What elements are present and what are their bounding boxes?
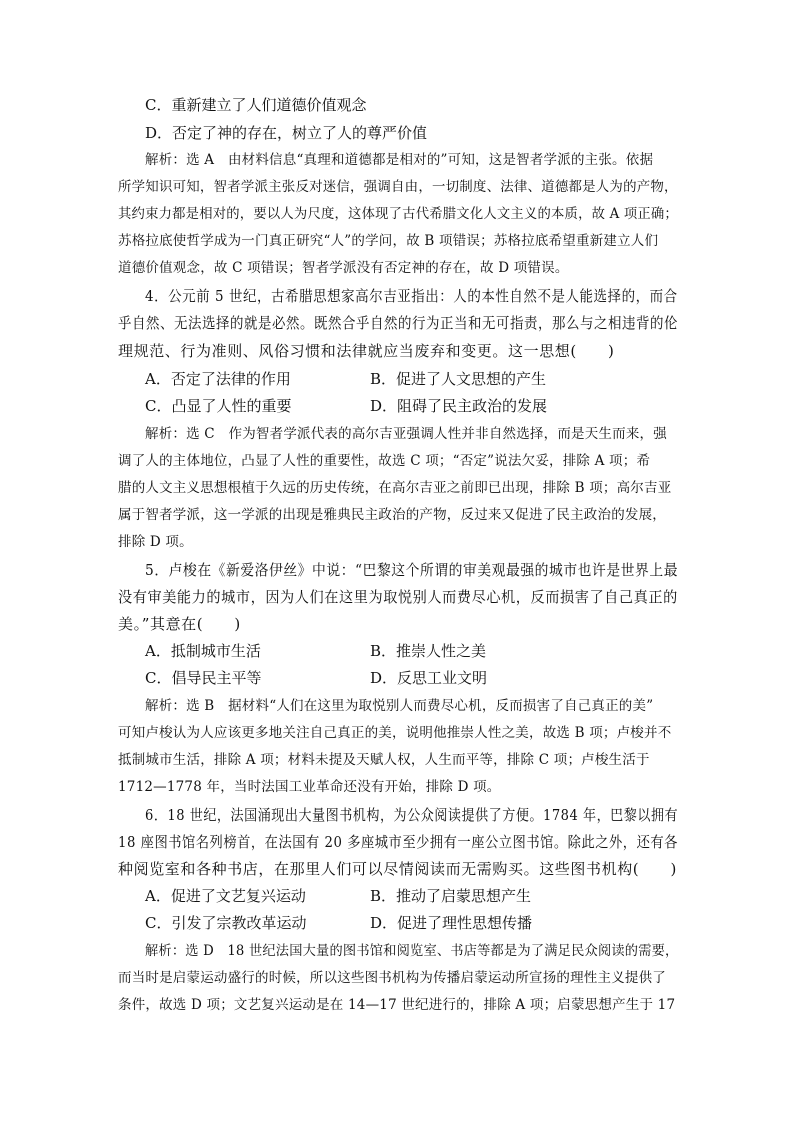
q4-stem-line-3: 理规范、行为准则、风俗习惯和法律就应当废弃和变更。这一思想( ) (118, 342, 615, 360)
q5-analysis-line-1: 解析：选 B 据材料“人们在这里为取悦别人而费尽心机，反而损害了自己真正的美” (145, 698, 654, 714)
q5-analysis-line-4: 1712—1778 年，当时法国工业革命还没有开始，排除 D 项。 (118, 779, 501, 795)
q5-option-c: C．倡导民主平等 (145, 669, 262, 687)
q4-option-c: C．凸显了人性的重要 (145, 397, 292, 415)
q3-analysis-line-4: 苏格拉底使哲学成为一门真正研究“人”的学问，故 B 项错误；苏格拉底希望重新建立人们 (118, 233, 659, 249)
q6-option-a: A．促进了文艺复兴运动 (145, 887, 306, 905)
q4-analysis-line-4: 属于智者学派，这一学派的出现是雅典民主政治的产物，反过来又促进了民主政治的发展， (118, 507, 666, 523)
q6-stem-line-3: 种阅览室和各种书店，在那里人们可以尽情阅读而无需购买。这些图书机构( ) (118, 860, 677, 878)
q4-analysis-line-5: 排除 D 项。 (118, 534, 193, 550)
q5-option-d: D．反思工业文明 (370, 669, 488, 687)
q3-analysis-line-1: 解析：选 A 由材料信息“真理和道德都是相对的”可知，这是智者学派的主张。依据 (145, 152, 654, 168)
q6-analysis-line-2: 而当时是启蒙运动盛行的时候，所以这些图书机构为传播启蒙运动所宣扬的理性主义提供了 (118, 970, 666, 986)
q4-option-d: D．阻碍了民主政治的发展 (370, 397, 548, 415)
q3-analysis-line-2: 所学知识可知，智者学派主张反对迷信，强调自由，一切制度、法律、道德都是人为的产物， (118, 179, 678, 195)
q6-option-c: C．引发了宗教改革运动 (145, 914, 307, 932)
q3-analysis-line-5: 道德价值观念，故 C 项错误；智者学派没有否定神的存在，故 D 项错误。 (118, 260, 569, 276)
q5-option-b: B．推崇人性之美 (370, 642, 487, 660)
q4-stem-line-1: 4．公元前 5 世纪，古希腊思想家高尔吉亚指出：人的本性自然不是人能选择的，而合 (145, 287, 678, 305)
q5-analysis-line-3: 抵制城市生活，排除 A 项；材料未提及天赋人权，人生而平等，排除 C 项；卢梭生活于 (118, 752, 650, 768)
q4-stem-line-2: 乎自然、无法选择的就是必然。既然合乎自然的行为正当和无可指责，那么与之相违背的伦 (118, 314, 678, 332)
q6-analysis-line-1: 解析：选 D 18 世纪法国大量的图书馆和阅览室、书店等都是为了满足民众阅读的需要， (145, 943, 679, 959)
q6-analysis-line-3: 条件，故选 D 项；文艺复兴运动是在 14—17 世纪进行的，排除 A 项；启蒙思想产生于 17 (118, 997, 676, 1013)
q4-analysis-line-3: 腊的人文主义思想根植于久远的历史传统，在高尔吉亚之前即已出现，排除 B 项；高尔吉亚 (118, 480, 672, 496)
q3-analysis-line-3: 其约束力都是相对的，要以人为尺度，这体现了古代希腊文化人文主义的本质，故 A 项正确； (118, 206, 678, 222)
q5-stem-line-1: 5．卢梭在《新爱洛伊丝》中说：“巴黎这个所谓的审美观最强的城市也许是世界上最 (145, 561, 679, 579)
q5-stem-line-3: 美。”其意在( ) (118, 615, 241, 633)
q4-analysis-line-1: 解析：选 C 作为智者学派代表的高尔吉亚强调人性并非自然选择，而是天生而来，强 (145, 426, 667, 442)
q3-option-d: D．否定了神的存在，树立了人的尊严价值 (145, 124, 428, 142)
q4-option-a: A．否定了法律的作用 (145, 370, 291, 388)
q5-stem-line-2: 没有审美能力的城市，因为人们在这里为取悦别人而费尽心机，反而损害了自己真正的 (118, 588, 678, 606)
q6-stem-line-1: 6．18 世纪，法国涌现出大量图书机构，为公众阅读提供了方便。1784 年，巴黎以拥有 (145, 806, 679, 824)
q6-option-b: B．推动了启蒙思想产生 (370, 887, 532, 905)
q4-analysis-line-2: 调了人的主体地位，凸显了人性的重要性，故选 C 项；“否定”说法欠妥，排除 A 项；希 (118, 453, 651, 469)
q6-option-d: D．促进了理性思想传播 (370, 914, 533, 932)
q5-analysis-line-2: 可知卢梭认为人应该更多地关注自己真正的美，说明他推崇人性之美，故选 B 项；卢梭并不 (118, 725, 672, 741)
q6-stem-line-2: 18 座图书馆名列榜首，在法国有 20 多座城市至少拥有一座公立图书馆。除此之外，还有各 (118, 833, 678, 851)
q5-option-a: A．抵制城市生活 (145, 642, 261, 660)
q3-option-c: C．重新建立了人们道德价值观念 (145, 96, 367, 114)
q4-option-b: B．促进了人文思想的产生 (370, 370, 547, 388)
